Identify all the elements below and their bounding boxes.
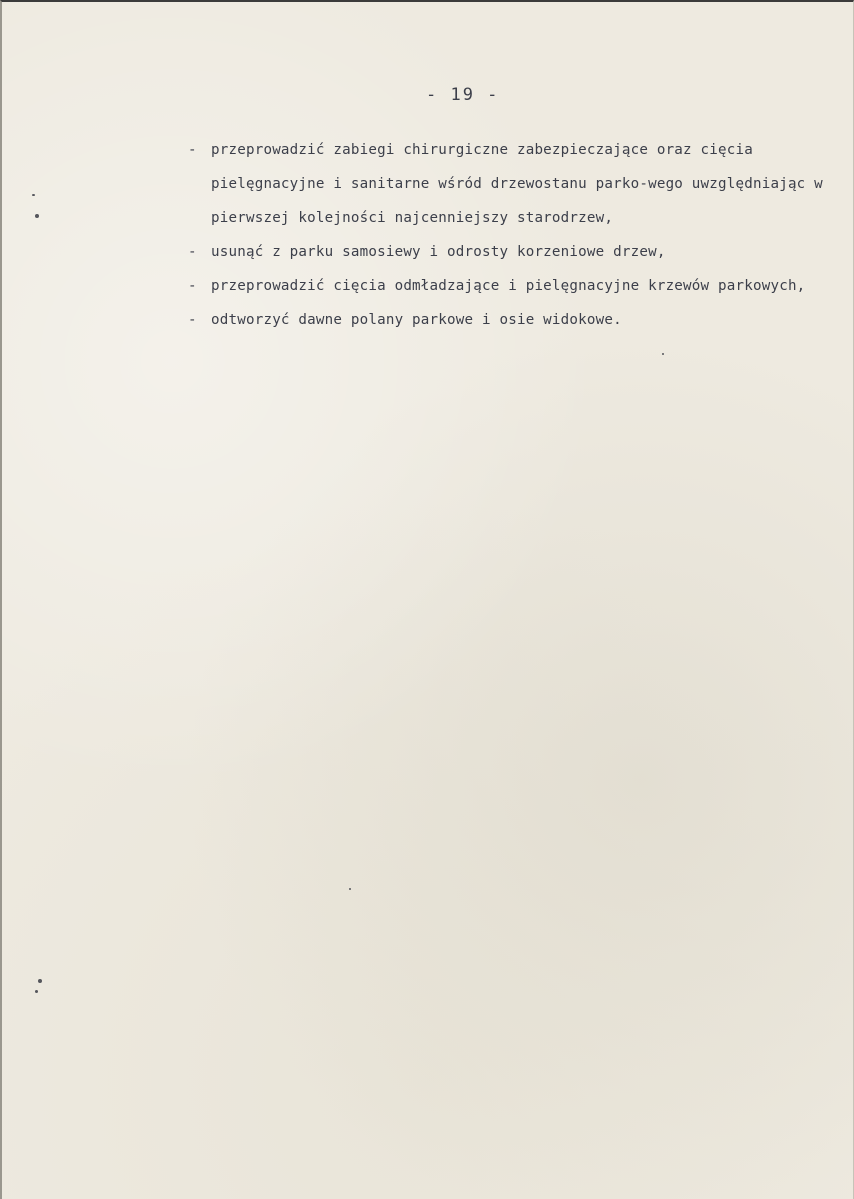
list-item-text: odtworzyć dawne polany parkowe i osie widokowe. [211,312,622,328]
list-item [188,269,828,303]
page-speck [662,353,664,355]
page-speck [349,888,351,890]
list-item-text: przeprowadzić cięcia odmładzające i pielęgnacyjne krzewów parkowych, [211,278,806,294]
page-number: - 19 - [426,85,500,105]
list-item-text: przeprowadzić zabiegi chirurgiczne zabezpieczające oraz cięcia pielęgnacyjne i sanitarne wśród drzewostanu parko-wego uwzględniając w pierwszej kolejności najcenniejszy starodrzew, [211,142,823,226]
list-item [188,303,828,337]
list-item-text: usunąć z parku samosiewy i odrosty korzeniowe drzew, [211,244,666,260]
bullet-dash: - [188,142,197,158]
margin-speck [35,990,38,993]
bullet-list [188,133,828,337]
margin-speck [32,194,35,196]
bullet-dash: - [188,244,197,260]
margin-speck [35,214,39,218]
margin-speck [38,979,42,983]
bullet-dash: - [188,312,197,328]
bullet-dash: - [188,278,197,294]
list-item [188,235,828,269]
list-item [188,133,828,235]
